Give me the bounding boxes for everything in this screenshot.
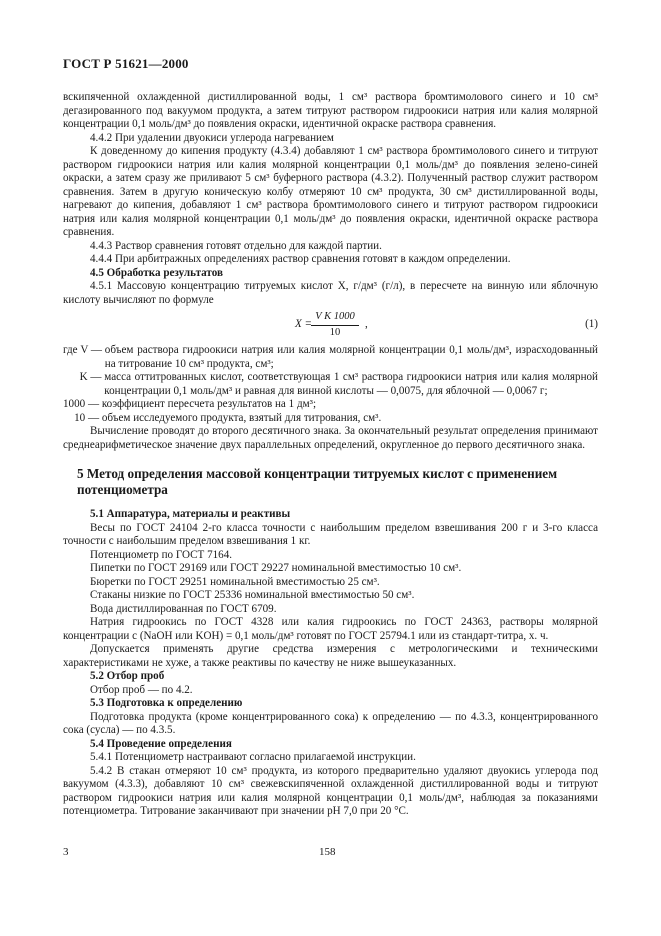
formula-lhs: X = [295,318,313,330]
formula-1 [63,310,598,340]
clause-5-3: Подготовка продукта (кроме концентрированного сока) к определению — по 4.3.3, концентрированного сока (сусла) — по 4.3.5. [63,710,598,736]
formula-denominator: 10 [329,326,341,338]
clause-5-4-2: 5.4.2 В стакан отмеряют 10 см³ продукта, из которого предварительно удаляют двуокись углерода под вакуумом (4.3.3), добавляют 10 см³ свежевскипяченной охлажденной дистиллированной воды и титруют раствором гидроокиси натрия или калия молярной концентрации 0,1 моль/дм³, наблюдая за показаниями потенциометра. Титрование заканчивают при значении pH 7,0 при 20 °С. [63,764,598,817]
equipment-item: Стаканы низкие по ГОСТ 25336 номинальной вместимостью 50 см³. [90,589,415,601]
definition-text: объем исследуемого продукта, взятый для титрования, см³. [101,411,382,424]
section-5-3-heading: 5.3 Подготовка к определению [90,697,243,709]
formula-numerator: V K 1000 [311,310,359,326]
equipment-item: Весы по ГОСТ 24104 2-го класса точности с наибольшим пределом взвешивания 200 г и 3-го класса точности с наибольшим пределом взвешивания 1 кг. [63,521,598,547]
clause-5-2: Отбор проб — по 4.2. [90,683,193,696]
definition-text: коэффициент пересчета результатов на 1 дм³; [101,398,317,410]
clause-4-5-1: 4.5.1 Массовую концентрацию титруемых кислот X, г/дм³ (г/л), в пересчете на винную или яблочную кислоту вычисляют по формуле [63,280,598,306]
definition-label: 10 — [63,411,102,424]
definition-label: 1000 — [63,398,102,410]
definition-1000 [63,398,598,412]
calculation-note: Вычисление проводят до второго десятичного знака. За окончательный результат определения принимают среднеарифметическое значение двух параллельных определений, округленное до первого десятичного знака. [63,425,598,451]
section-4-5-heading: 4.5 Обработка результатов [90,266,223,279]
definition-k [63,371,598,398]
clause-4-4-3: 4.4.3 Раствор сравнения готовят отдельно для каждой партии. [90,239,382,252]
definition-v [63,344,598,371]
clause-4-4-2-heading: 4.4.2 При удалении двуокиси углерода нагреванием [90,131,334,144]
formula-comma: , [365,318,368,330]
paragraph-continuation: вскипяченной охлажденной дистиллированной воды, 1 см³ раствора бромтимолового синего и 10 см³ дегазированного под вакуумом продукта, а затем титруют раствором гидроокиси натрия или калия молярной концентрации 0,1 моль/дм³ до появления окраски, идентичной окраске раствора сравнения. [63,91,598,130]
document-header: ГОСТ Р 51621—2000 [63,56,189,71]
definition-label: K — [63,371,105,383]
section-5-2-heading: 5.2 Отбор проб [90,670,165,682]
formula-fraction [311,310,359,339]
definition-10 [63,412,598,426]
definition-text: масса оттитрованных кислот, соответствующая 1 см³ раствора гидроокиси натрия или калия молярной концентрации 0,1 моль/дм³ и равная для винной кислоты — 0,0075, для яблочной — 0,0067 г; [104,371,598,397]
section-5-4-heading: 5.4 Проведение определения [90,737,232,750]
equipment-item: Бюретки по ГОСТ 29251 номинальной вместимостью 25 см³. [90,575,380,588]
section-5-title: 5 Метод определения массовой концентрации титруемых кислот с применением потенциометра [77,466,558,497]
equipment-item: Потенциометр по ГОСТ 7164. [90,548,233,561]
section-5-1-heading: 5.1 Аппаратура, материалы и реактивы [90,508,291,520]
document-body [63,91,598,819]
page-number: 158 [319,846,336,858]
clause-4-4-2-text: К доведенному до кипения продукту (4.3.4) добавляют 1 см³ раствора бромтимолового синего и титруют раствором гидроокиси натрия или калия молярной концентрации 0,1 моль/дм³ до появления зелено-синей окраски, а затем сразу же приливают 5 см³ буферного раствора (4.3.2). Полученный раствор служит раствором сравнения. Затем в другую коническую колбу отмеряют 10 см³ продукта, 30 см³ дистиллированной воды, нагревают до кипения, добавляют 1 см³ раствора бромтимолового синего и титруют раствором гидроокиси натрия или калия молярной концентрации 0,1 моль/дм³ до появления окраски, идентичной окраске раствора сравнения. [63,145,598,238]
definition-text: объем раствора гидроокиси натрия или калия молярной концентрации 0,1 моль/дм³, израсходованный на титрование 10 см³ продукта, см³; [104,344,598,370]
clause-5-4-1: 5.4.1 Потенциометр настраивают согласно прилагаемой инструкции. [90,751,416,763]
equipment-item: Вода дистиллированная по ГОСТ 6709. [90,602,277,615]
equipment-item: Натрия гидроокись по ГОСТ 4328 или калия гидроокись по ГОСТ 24363, растворы молярной концентрации c (NaOH или KOH) = 0,1 моль/дм³ готовят по ГОСТ 25794.1 или из стандарт-титра, х. ч. [63,616,598,642]
clause-4-4-4: 4.4.4 При арбитражных определениях раствор сравнения готовят в каждом определении. [90,253,511,265]
equipment-item: Пипетки по ГОСТ 29169 или ГОСТ 29227 номинальной вместимостью 10 см³. [90,562,462,574]
formula-number: (1) [585,318,598,330]
page-footer-left: 3 [63,846,69,858]
definition-label: где V — [63,344,105,356]
equipment-item: Допускается применять другие средства измерения с метрологическими и техническими характеристиками не хуже, а также реактивы по качеству не ниже вышеуказанных. [63,643,598,669]
